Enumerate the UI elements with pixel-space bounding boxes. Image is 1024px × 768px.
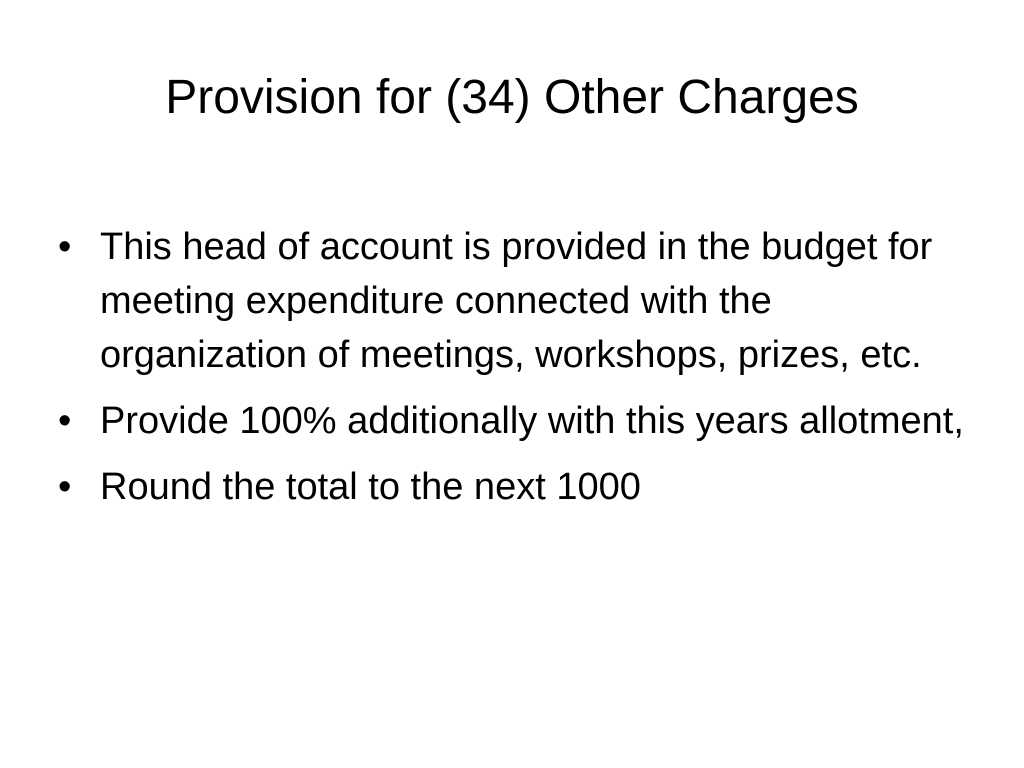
bullet-item-3 [56, 460, 976, 514]
bullet-text: Round the total to the next 1000 [100, 466, 641, 508]
bullet-icon: • [58, 466, 72, 508]
slide-title: Provision for (34) Other Charges [165, 71, 859, 124]
bullet-item-2 [56, 394, 976, 448]
bullet-list [56, 220, 976, 526]
bullet-text: This head of account is provided in the budget for meeting expenditure connected with the organization of meetings, workshops, prizes, etc. [100, 226, 933, 376]
bullet-text: Provide 100% additionally with this years allotment, [100, 400, 964, 442]
bullet-icon: • [58, 400, 72, 442]
bullet-icon: • [58, 226, 72, 268]
bullet-item-1 [56, 220, 976, 382]
